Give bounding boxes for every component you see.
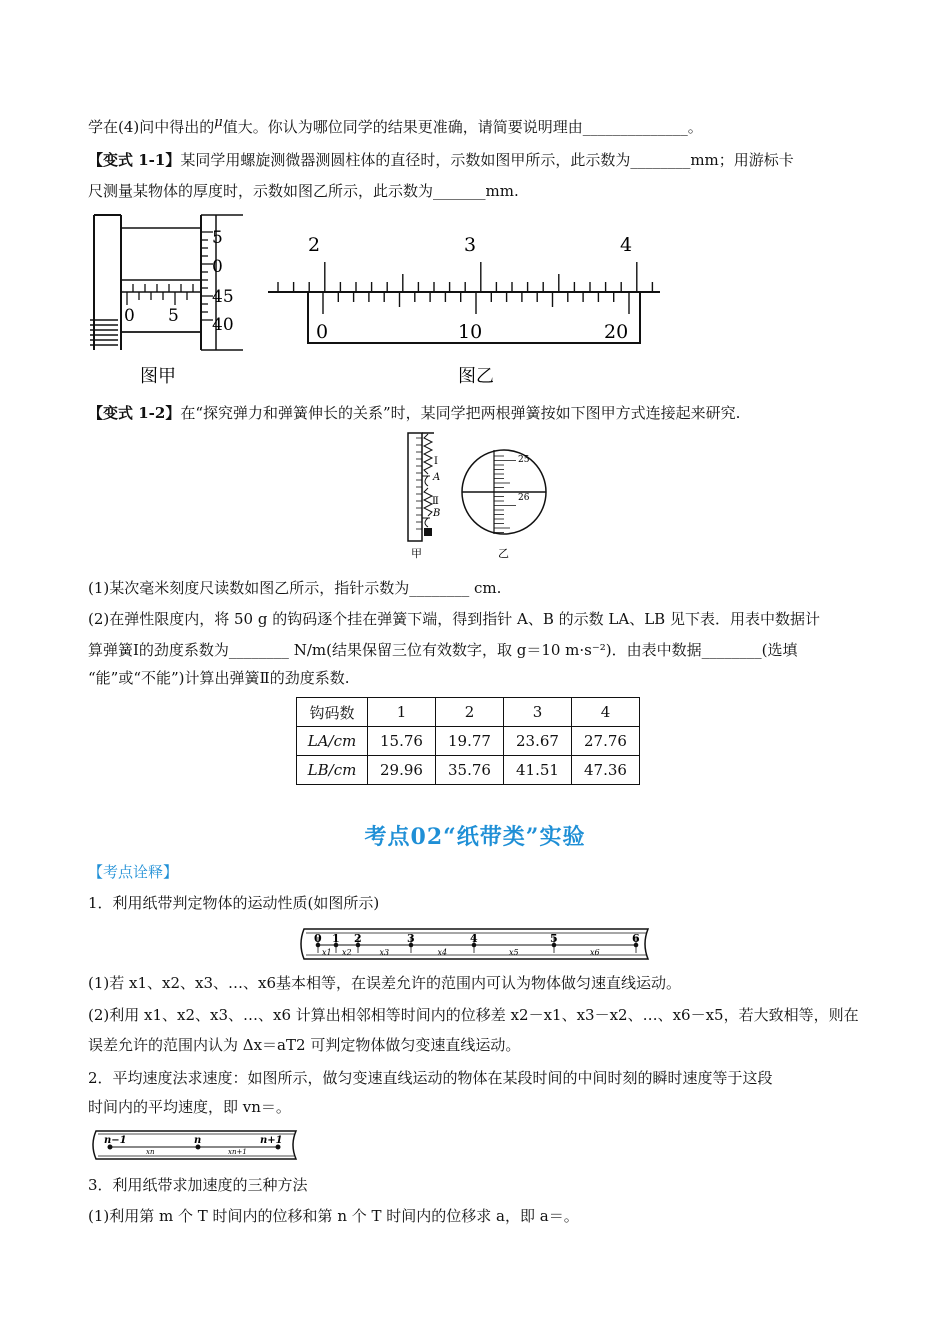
- sleeve-label-0: 0: [124, 306, 135, 326]
- text-line-14: 2．平均速度法求速度：如图所示，做匀变速直线运动的物体在某段时间的中间时刻的瞬时速度等于这段: [88, 1069, 773, 1087]
- text-line-11: (1)若 x1、x2、x3、…、x6基本相等，在误差允许的范围内可认为物体做匀速直线运动。: [88, 974, 682, 992]
- label-explanation: 【考点诠释】: [88, 863, 179, 881]
- label-variant-1-2: 【变式 1-2】: [88, 404, 181, 422]
- tape2-point-n-1: n−1: [104, 1135, 127, 1146]
- table-cell: 35.76: [436, 756, 504, 785]
- tape2-seg-xn: xn: [146, 1148, 155, 1156]
- spring-figure: [402, 430, 562, 565]
- pointer-label-B: B: [433, 508, 441, 519]
- table-cell: 29.96: [368, 756, 436, 785]
- table-header-cell: 2: [436, 698, 504, 727]
- thimble-label-0: 0: [212, 257, 223, 277]
- text-line-5: (1)某次毫米刻度尺读数如图乙所示，指针示数为________ cm.: [88, 579, 502, 597]
- table-cell: 23.67: [504, 727, 572, 756]
- caliper-figure: [268, 225, 663, 390]
- vernier-label-10: 10: [458, 321, 483, 343]
- table-cell: 19.77: [436, 727, 504, 756]
- caption-fig-jia: 图甲: [140, 366, 176, 387]
- tape1-segment-label: x1: [322, 948, 332, 957]
- tape1-point-label: 4: [470, 932, 478, 945]
- text-line-16: 3．利用纸带求加速度的三种方法: [88, 1176, 308, 1194]
- text-line-12: (2)利用 x1、x2、x3、…、x6 计算出相邻相等时间内的位移差 x2－x1、x3－x2、…、x6－x5，若大致相等，则在: [88, 1006, 859, 1024]
- text-line-1: [88, 117, 703, 139]
- table-row: [297, 727, 640, 756]
- table-cell: 47.36: [572, 756, 640, 785]
- text-line-15: 时间内的平均速度，即 vn＝。: [88, 1098, 291, 1116]
- paper-tape-2: [88, 1127, 303, 1163]
- thimble-label-5: 5: [212, 228, 223, 248]
- text-line-7: 算弹簧Ⅰ的劲度系数为________ N/m(结果保留三位有效数字，取 g＝10 m·s⁻²)．由表中数据________(选填: [88, 641, 798, 659]
- main-scale-label-3: 3: [464, 234, 477, 256]
- spring-label-II: Ⅱ: [432, 496, 439, 507]
- table-header-cell: 4: [572, 698, 640, 727]
- pointer-label-A: A: [433, 472, 441, 483]
- scale-label-26: 26: [518, 493, 530, 503]
- tape1-point-label: 0: [314, 932, 322, 945]
- caption-fig-yi: 图乙: [458, 366, 494, 387]
- text-line-17: (1)利用第 m 个 T 时间内的位移和第 n 个 T 时间内的位移求 a，即 a＝。: [88, 1207, 579, 1225]
- text-line-2: [88, 150, 794, 170]
- tape1-point-label: 2: [354, 932, 362, 945]
- table-header-cell: 1: [368, 698, 436, 727]
- tape1-point-label: 5: [550, 932, 558, 945]
- mu-symbol: μ: [214, 115, 223, 130]
- tape1-point-label: 1: [332, 932, 340, 945]
- tape2-point-n: n: [194, 1135, 202, 1146]
- text-line-8: “能”或“不能”)计算出弹簧Ⅱ的劲度系数.: [88, 669, 350, 687]
- text-line-6: (2)在弹性限度内，将 50 g 的钩码逐个挂在弹簧下端，得到指针 A、B 的示数 LA、LB 见下表．用表中数据计: [88, 610, 820, 628]
- hook-data-table: [296, 697, 640, 785]
- text-l4b: 在“探究弹力和弹簧伸长的关系”时，某同学把两根弹簧按如下图甲方式连接起来研究.: [180, 404, 741, 422]
- vernier-label-20: 20: [604, 321, 629, 343]
- text-line-13: 误差允许的范围内认为 Δx＝aT2 可判定物体做匀变速直线运动。: [88, 1036, 521, 1054]
- text-l1b: 值大。你认为哪位同学的结果更准确，请简要说明理由______________。: [222, 118, 703, 136]
- row-label-LB: LB/cm: [297, 756, 368, 785]
- tape1-segment-label: x4: [437, 948, 448, 957]
- caption-spring-yi: 乙: [498, 547, 509, 560]
- tape2-point-n+1: n+1: [260, 1135, 283, 1146]
- table-row: [297, 756, 640, 785]
- text-line-4: [88, 403, 740, 423]
- text-l2b: 某同学用螺旋测微器测圆柱体的直径时，示数如图甲所示，此示数为________mm；用游标卡: [180, 151, 794, 169]
- table-cell: 27.76: [572, 727, 640, 756]
- text-l1a: 学在(4)问中得出的: [88, 118, 215, 136]
- tape1-segment-label: x5: [509, 948, 519, 957]
- main-scale-label-2: 2: [308, 234, 321, 256]
- table-header-cell: 钩码数: [297, 698, 368, 727]
- scale-label-25: 25: [518, 455, 530, 465]
- thimble-label-45: 45: [212, 287, 234, 307]
- tape1-point-label: 6: [632, 932, 640, 945]
- micrometer-figure: [88, 210, 258, 390]
- spring-label-I: Ⅰ: [434, 456, 438, 467]
- vernier-label-0: 0: [316, 321, 329, 343]
- table-cell: 41.51: [504, 756, 572, 785]
- tape1-point-label: 3: [407, 932, 415, 945]
- paper-tape-1: [296, 925, 656, 963]
- text-line-10: 1．利用纸带判定物体的运动性质(如图所示): [88, 894, 380, 912]
- section-heading: 考点02“纸带类”实验: [364, 824, 586, 850]
- tape1-segment-label: x6: [590, 948, 600, 957]
- tape1-segment-label: x2: [342, 948, 352, 957]
- table-header-cell: 3: [504, 698, 572, 727]
- main-scale-label-4: 4: [620, 234, 633, 256]
- table-cell: 15.76: [368, 727, 436, 756]
- caption-spring-jia: 甲: [411, 547, 422, 560]
- sleeve-label-5: 5: [168, 306, 179, 326]
- tape2-seg-xn+1: xn+1: [228, 1148, 247, 1156]
- tape1-segment-label: x3: [379, 948, 390, 957]
- thimble-label-40: 40: [212, 315, 234, 335]
- text-line-3: 尺测量某物体的厚度时，示数如图乙所示，此示数为_______mm.: [88, 182, 519, 200]
- row-label-LA: LA/cm: [297, 727, 368, 756]
- label-variant-1-1: 【变式 1-1】: [88, 151, 181, 169]
- table-header-row: [297, 698, 640, 727]
